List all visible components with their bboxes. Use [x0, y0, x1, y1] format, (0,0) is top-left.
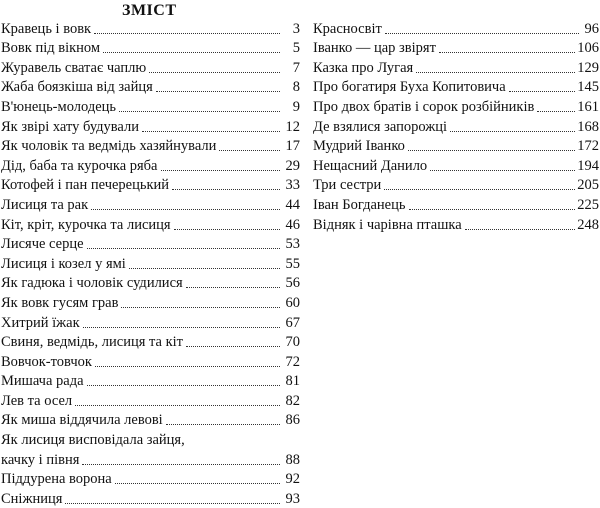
toc-entry-title: Вовчок-товчок — [1, 353, 92, 370]
toc-entry-page-number: 82 — [285, 392, 300, 409]
toc-entry-title: Жаба боязкіша від зайця — [1, 79, 153, 96]
toc-entry-page-number: 55 — [285, 255, 300, 272]
dot-leader — [103, 51, 280, 53]
toc-entry-title: Лисяче серце — [1, 236, 84, 253]
dot-leader — [537, 110, 575, 112]
toc-entry-page-number: 106 — [577, 40, 599, 57]
toc-entry-page-number: 92 — [285, 471, 300, 488]
toc-entry-page-number: 7 — [292, 59, 300, 76]
toc-entry[interactable] — [1, 18, 300, 38]
toc-entry[interactable] — [1, 155, 300, 175]
toc-entry-page-number: 145 — [577, 79, 599, 96]
toc-entry[interactable] — [1, 449, 300, 469]
dot-leader — [121, 306, 280, 308]
toc-entry[interactable] — [1, 136, 300, 156]
toc-entry[interactable] — [1, 214, 300, 234]
toc-entry[interactable] — [1, 469, 300, 489]
toc-entry-page-number: 70 — [285, 334, 300, 351]
toc-entry-page-number: 46 — [285, 216, 300, 233]
toc-entry[interactable] — [1, 77, 300, 97]
toc-entry-title: Іванко — цар звірят — [313, 40, 436, 57]
toc-entry-title: В'юнець-молодець — [1, 98, 117, 115]
toc-entry-title: Лисиця та рак — [1, 196, 89, 213]
toc-entry[interactable] — [313, 136, 599, 156]
toc-entry-title: Кіт, кріт, курочка та лисиця — [1, 216, 171, 233]
dot-leader — [156, 90, 280, 92]
toc-entry[interactable] — [313, 57, 599, 77]
toc-entry-title: Де взялися запорожці — [313, 118, 448, 135]
toc-entry-title: Мишача рада — [1, 373, 84, 390]
toc-entry-title: Дід, баба та курочка ряба — [1, 157, 158, 174]
dot-leader — [83, 326, 280, 328]
toc-entry[interactable] — [1, 175, 300, 195]
toc-entry-title: Кравець і вовк — [1, 20, 92, 37]
toc-entry-page-number: 9 — [292, 98, 300, 115]
toc-entry-page-number: 129 — [577, 59, 599, 76]
toc-entry[interactable] — [1, 38, 300, 58]
toc-entry-title: Свиня, ведмідь, лисиця та кіт — [1, 334, 184, 351]
toc-entry-title: Казка про Лугая — [313, 59, 414, 76]
toc-entry[interactable] — [1, 292, 300, 312]
toc-entry-title: Як звірі хату будували — [1, 118, 139, 135]
toc-entry[interactable] — [1, 351, 300, 371]
toc-entry[interactable] — [313, 194, 599, 214]
toc-entry[interactable] — [1, 253, 300, 273]
toc-entry-title: Іван Богданець — [313, 196, 406, 213]
toc-entry[interactable] — [313, 175, 599, 195]
dot-leader — [87, 247, 280, 249]
toc-entry-title-line: Як лисиця висповідала зайця, — [1, 432, 185, 449]
toc-entry-title: Мудрий Іванко — [313, 138, 405, 155]
toc-entry-page-number: 3 — [292, 20, 300, 37]
toc-entry-page-number: 72 — [285, 353, 300, 370]
toc-entry-title: Лев та осел — [1, 392, 73, 409]
dot-leader — [94, 32, 280, 34]
toc-entry[interactable] — [1, 488, 300, 508]
toc-entry-page-number: 205 — [577, 177, 599, 194]
toc-entry-page-number: 29 — [285, 157, 300, 174]
dot-leader — [450, 130, 575, 132]
dot-leader — [95, 365, 280, 367]
toc-entry-page-number: 172 — [577, 138, 599, 155]
toc-entry[interactable] — [1, 234, 300, 254]
toc-entry-page-number: 93 — [285, 490, 300, 507]
dot-leader — [115, 482, 280, 484]
toc-entry-title: качку і півня — [1, 451, 80, 468]
dot-leader — [408, 149, 575, 151]
toc-entry-title: Про двох братів і сорок розбійників — [313, 98, 535, 115]
toc-entry-title: Три сестри — [313, 177, 382, 194]
toc-entry-title: Журавель сватає чаплю — [1, 59, 147, 76]
dot-leader — [384, 188, 575, 190]
toc-entry-page-number: 161 — [577, 98, 599, 115]
toc-entry-page-number: 60 — [285, 294, 300, 311]
dot-leader — [166, 423, 280, 425]
dot-leader — [409, 208, 576, 210]
dot-leader — [129, 267, 280, 269]
toc-entry-page-number: 44 — [285, 196, 300, 213]
toc-entry-page-number: 17 — [285, 138, 300, 155]
toc-entry[interactable] — [1, 96, 300, 116]
dot-leader — [186, 286, 280, 288]
toc-entry-page-number: 5 — [292, 40, 300, 57]
dot-leader — [161, 169, 281, 171]
dot-leader — [174, 228, 280, 230]
toc-entry[interactable] — [1, 390, 300, 410]
dot-leader — [87, 384, 280, 386]
toc-entry-title: Як чоловік та ведмідь хазяйнували — [1, 138, 217, 155]
toc-entry-page-number: 96 — [584, 20, 599, 37]
toc-entry[interactable] — [1, 116, 300, 136]
dot-leader — [119, 110, 280, 112]
dot-leader — [219, 149, 280, 151]
toc-entry-title: Як гадюка і чоловік судилися — [1, 275, 183, 292]
toc-entry[interactable] — [313, 214, 599, 234]
dot-leader — [465, 228, 576, 230]
toc-entry[interactable] — [1, 371, 300, 391]
toc-entry-title: Лисиця і козел у ямі — [1, 255, 126, 272]
toc-entry-page-number: 248 — [577, 216, 599, 233]
toc-entry-page-number: 56 — [285, 275, 300, 292]
toc-entry[interactable] — [313, 155, 599, 175]
toc-entry[interactable] — [1, 273, 300, 293]
dot-leader — [509, 90, 576, 92]
toc-entry-page-number: 194 — [577, 157, 599, 174]
dot-leader — [172, 188, 280, 190]
toc-entry[interactable] — [1, 410, 300, 430]
toc-entry-title: Піддурена ворона — [1, 471, 112, 488]
dot-leader — [65, 502, 280, 504]
toc-entry-page-number: 8 — [292, 79, 300, 96]
dot-leader — [82, 463, 280, 465]
toc-entry-page-number: 81 — [285, 373, 300, 390]
toc-right-column — [313, 18, 599, 234]
toc-entry-title: Як вовк гусям грав — [1, 294, 119, 311]
page-title: ЗМІСТ — [122, 2, 177, 19]
toc-entry[interactable] — [313, 116, 599, 136]
toc-entry[interactable] — [313, 96, 599, 116]
toc-left-column — [1, 18, 300, 508]
dot-leader — [91, 208, 280, 210]
dot-leader — [439, 51, 575, 53]
toc-entry-title: Відняк і чарівна пташка — [313, 216, 462, 233]
toc-entry-title: Красносвіт — [313, 20, 382, 37]
dot-leader — [186, 345, 280, 347]
toc-entry-page-number: 86 — [285, 412, 300, 429]
toc-entry-page-number: 53 — [285, 236, 300, 253]
toc-entry[interactable] — [1, 312, 300, 332]
toc-entry-page-number: 168 — [577, 118, 599, 135]
toc-entry[interactable] — [313, 38, 599, 58]
toc-entry[interactable] — [1, 57, 300, 77]
toc-entry-title: Нещасний Данило — [313, 157, 428, 174]
toc-entry[interactable] — [1, 332, 300, 352]
toc-entry-page-number: 88 — [285, 451, 300, 468]
toc-entry-title: Хитрий їжак — [1, 314, 80, 331]
toc-entry[interactable] — [313, 18, 599, 38]
dot-leader — [149, 71, 280, 73]
dot-leader — [142, 130, 280, 132]
dot-leader — [385, 32, 579, 34]
toc-entry-page-number: 12 — [285, 118, 300, 135]
toc-entry-page-number: 33 — [285, 177, 300, 194]
toc-entry-title: Сніжниця — [1, 490, 63, 507]
dot-leader — [430, 169, 575, 171]
toc-entry[interactable] — [313, 77, 599, 97]
toc-entry-title: Котофей і пан печерецький — [1, 177, 170, 194]
dot-leader — [75, 404, 280, 406]
dot-leader — [416, 71, 575, 73]
toc-entry-title: Як миша віддячила левові — [1, 412, 163, 429]
toc-entry-title: Про богатиря Буха Копитовича — [313, 79, 506, 96]
toc-entry-page-number: 225 — [577, 196, 599, 213]
toc-entry[interactable] — [1, 194, 300, 214]
toc-entry-title: Вовк під вікном — [1, 40, 101, 57]
toc-entry-page-number: 67 — [285, 314, 300, 331]
